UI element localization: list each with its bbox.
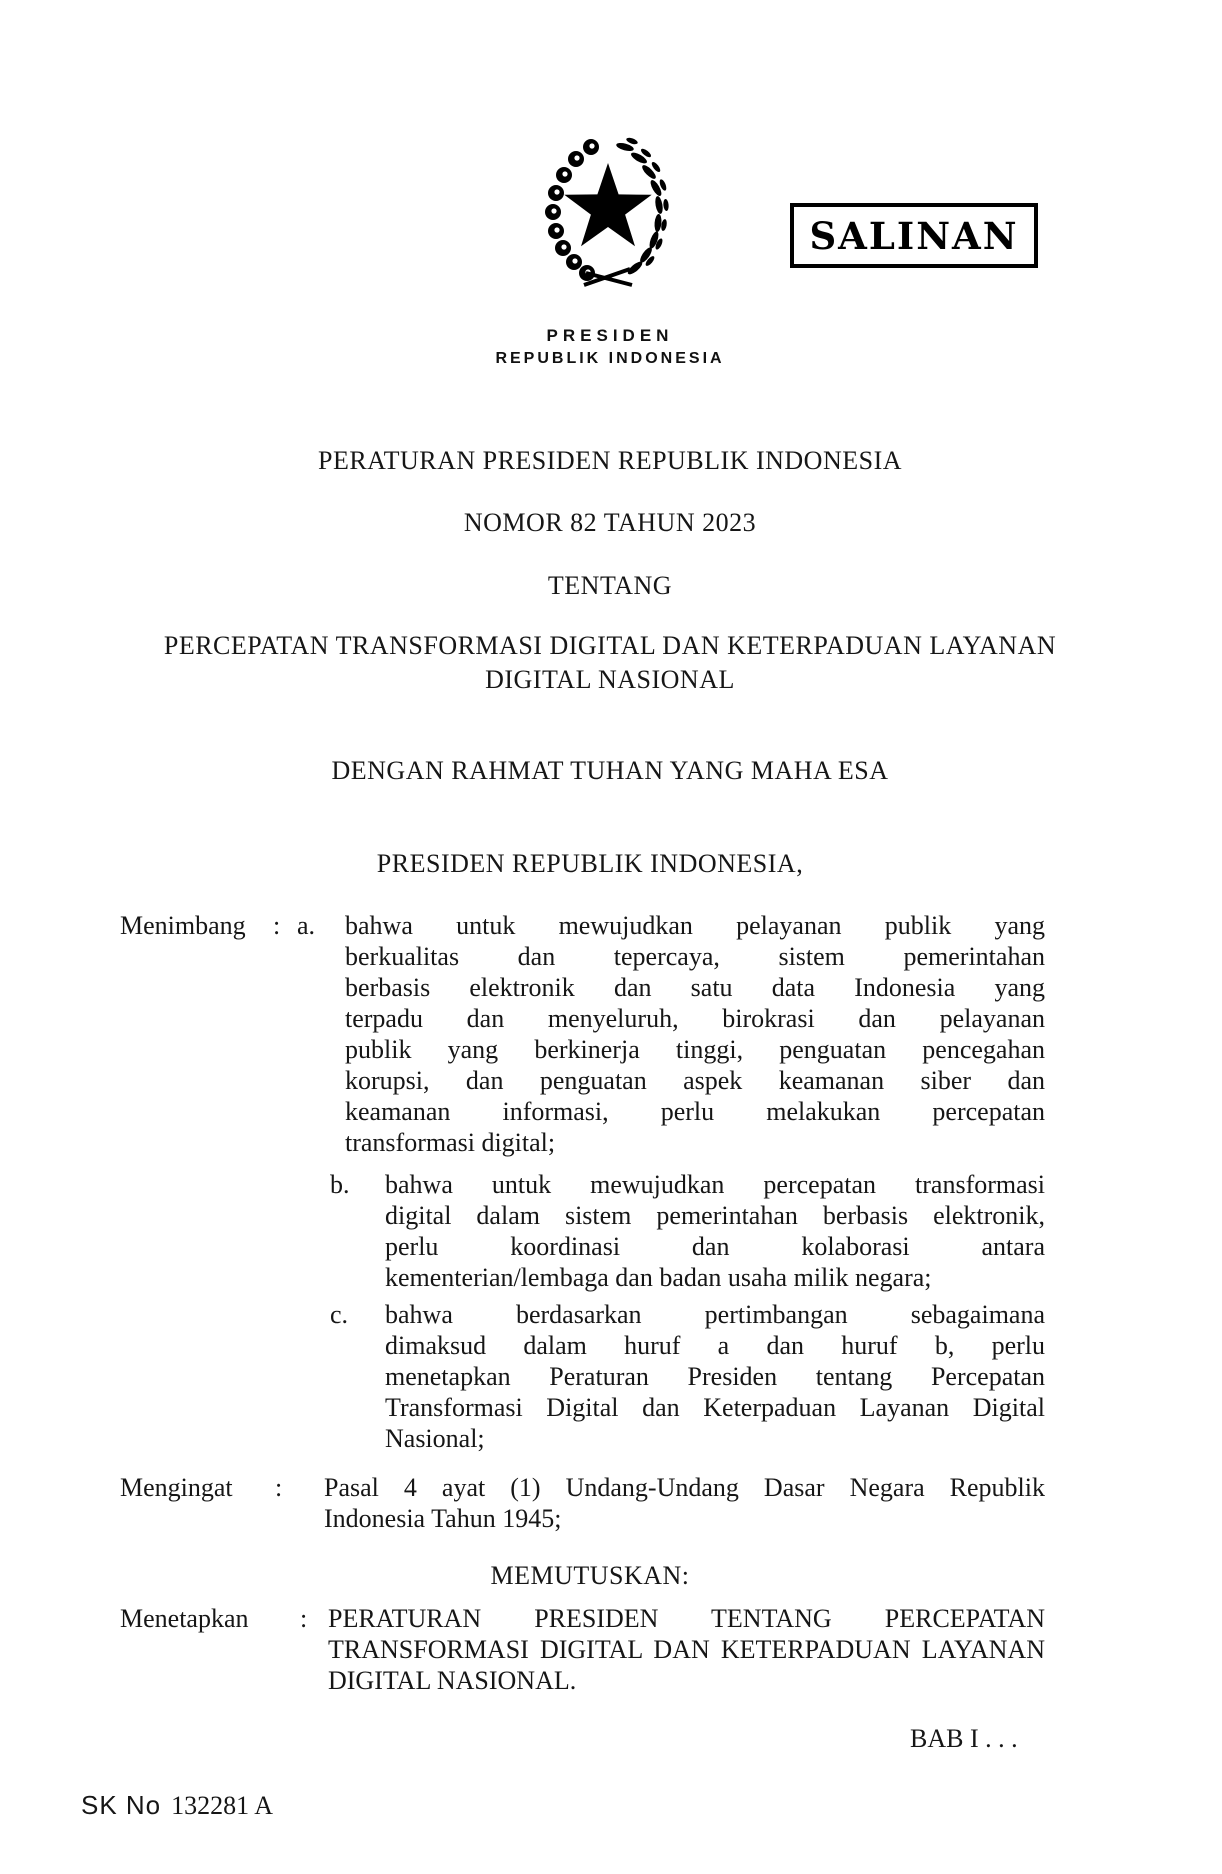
consideration-c-letter: c.: [330, 1300, 349, 1329]
letterhead-presiden: PRESIDEN: [546, 326, 674, 345]
letterhead-republik-indonesia: REPUBLIK INDONESIA: [495, 350, 725, 367]
title-authority: PRESIDEN REPUBLIK INDONESIA,: [376, 849, 804, 878]
sk-number: [81, 1790, 273, 1821]
title-subject-line2: DIGITAL NASIONAL: [485, 665, 735, 694]
consideration-a-text: bahwa untuk mewujudkan pelayanan publik yang berkualitas dan tepercaya, sistem pemerintahan berbasis elektronik dan satu data Indonesia yang terpadu dan menyeluruh, birokrasi dan pelayanan publik yang berkinerja tinggi, penguatan pencegahan korupsi, dan penguatan aspek keamanan siber dan keamanan informasi, perlu melakukan percepatan transformasi digital;: [345, 911, 1045, 1157]
mengingat-text: Pasal 4 ayat (1) Undang-Undang Dasar Negara Republik Indonesia Tahun 1945;: [324, 1473, 1045, 1533]
consideration-c-text: bahwa berdasarkan pertimbangan sebagaimana dimaksud dalam huruf a dan huruf b, perlu menetapkan Peraturan Presiden tentang Percepatan Transformasi Digital dan Keterpaduan Layanan Digital Nasional;: [385, 1300, 1045, 1453]
consideration-a-letter: a.: [297, 911, 316, 940]
menetapkan-colon: :: [300, 1604, 308, 1633]
mengingat-label: Mengingat: [120, 1473, 233, 1502]
title-regulation: PERATURAN PRESIDEN REPUBLIK INDONESIA: [317, 446, 903, 475]
menetapkan-label: Menetapkan: [120, 1604, 249, 1633]
sk-number-value: 132281 A: [171, 1791, 273, 1820]
presidential-star-wreath-icon: [528, 133, 688, 295]
continuation-marker: BAB I . . .: [910, 1724, 1018, 1753]
menimbang-label: Menimbang: [120, 911, 246, 940]
title-tentang: TENTANG: [547, 571, 673, 600]
menetapkan-text: PERATURAN PRESIDEN TENTANG PERCEPATAN TRANSFORMASI DIGITAL DAN KETERPADUAN LAYANAN DIGITAL NASIONAL.: [328, 1604, 1045, 1695]
mengingat-colon: :: [275, 1473, 283, 1502]
salinan-stamp: [790, 203, 1038, 268]
title-subject-line1: PERCEPATAN TRANSFORMASI DIGITAL DAN KETERPADUAN LAYANAN: [163, 631, 1057, 660]
title-number: NOMOR 82 TAHUN 2023: [463, 508, 757, 537]
title-invocation: DENGAN RAHMAT TUHAN YANG MAHA ESA: [331, 756, 889, 785]
consideration-b-letter: b.: [330, 1170, 350, 1199]
memutuskan-heading: MEMUTUSKAN:: [490, 1561, 690, 1590]
salinan-stamp-label: SALINAN: [809, 213, 1019, 258]
consideration-b-text: bahwa untuk mewujudkan percepatan transformasi digital dalam sistem pemerintahan berbasis elektronik, perlu koordinasi dan kolaborasi antara kementerian/lembaga dan badan usaha milik negara;: [385, 1170, 1045, 1292]
menimbang-colon: :: [273, 911, 281, 940]
sk-number-label: SK No: [81, 1790, 162, 1820]
